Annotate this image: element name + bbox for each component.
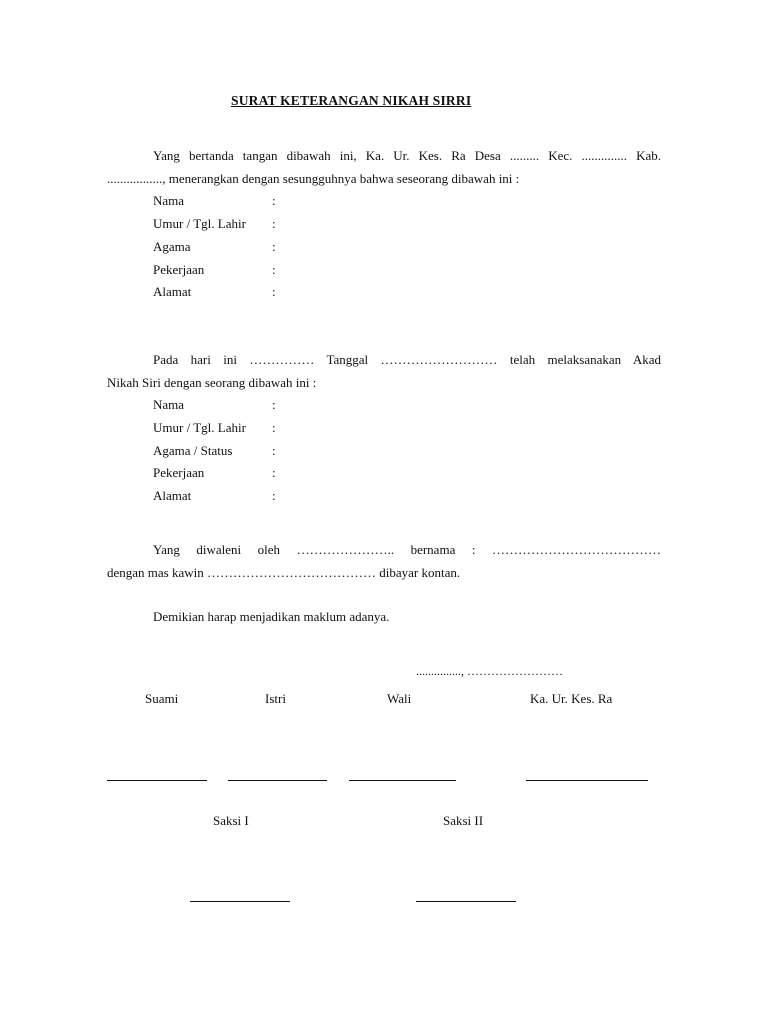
signature-line-wali	[349, 780, 456, 781]
person2-address-label: Alamat	[153, 488, 192, 503]
signature-line-ka-ur-kes-ra	[526, 780, 648, 781]
person1-name-label: Nama	[153, 193, 185, 208]
signature-line-saksi-2	[416, 901, 516, 902]
person2-age-label: Umur / Tgl. Lahir	[153, 420, 246, 435]
person1-address-colon: :	[272, 284, 276, 299]
signature-label-saksi-1: Saksi I	[213, 813, 249, 828]
person1-job-colon: :	[272, 262, 276, 277]
person1-address-label: Alamat	[153, 284, 192, 299]
person2-job-label: Pekerjaan	[153, 465, 205, 480]
signature-label-suami: Suami	[145, 691, 179, 706]
person1-name-colon: :	[272, 193, 276, 208]
person2-name-label: Nama	[153, 397, 185, 412]
signature-label-istri: Istri	[265, 691, 286, 706]
signature-label-wali: Wali	[387, 691, 412, 706]
person1-age-colon: :	[272, 216, 276, 231]
signature-label-saksi-2: Saksi II	[443, 813, 484, 828]
person1-age-label: Umur / Tgl. Lahir	[153, 216, 246, 231]
person2-age-colon: :	[272, 420, 276, 435]
signature-line-suami	[107, 780, 207, 781]
intro-line-2: ................., menerangkan dengan sesungguhnya bahwa seseorang dibawah ini :	[107, 171, 520, 186]
place-date: ..............., ……………………	[416, 664, 563, 678]
person1-religion-colon: :	[272, 239, 276, 254]
signature-line-saksi-1	[190, 901, 290, 902]
wali-line-1: Yang diwaleni oleh ………………….. bernama : …………………………………	[153, 542, 661, 557]
wali-line-2: dengan mas kawin ………………………………… dibayar kontan.	[107, 565, 461, 580]
person2-job-colon: :	[272, 465, 276, 480]
person1-job-label: Pekerjaan	[153, 262, 205, 277]
signature-line-istri	[228, 780, 327, 781]
person1-religion-label: Agama	[153, 239, 191, 254]
person2-address-colon: :	[272, 488, 276, 503]
person2-religion-label: Agama / Status	[153, 443, 233, 458]
person2-name-colon: :	[272, 397, 276, 412]
akad-line-1: Pada hari ini …………… Tanggal ……………………… telah melaksanakan Akad	[153, 352, 661, 367]
document-title: SURAT KETERANGAN NIKAH SIRRI	[231, 93, 472, 108]
signature-label-ka-ur-kes-ra: Ka. Ur. Kes. Ra	[530, 691, 613, 706]
person2-religion-colon: :	[272, 443, 276, 458]
closing-statement: Demikian harap menjadikan maklum adanya.	[153, 609, 390, 624]
intro-line-1: Yang bertanda tangan dibawah ini, Ka. Ur. Kes. Ra Desa ......... Kec. .............. Kab.	[153, 148, 661, 163]
akad-line-2: Nikah Siri dengan seorang dibawah ini :	[107, 375, 317, 390]
